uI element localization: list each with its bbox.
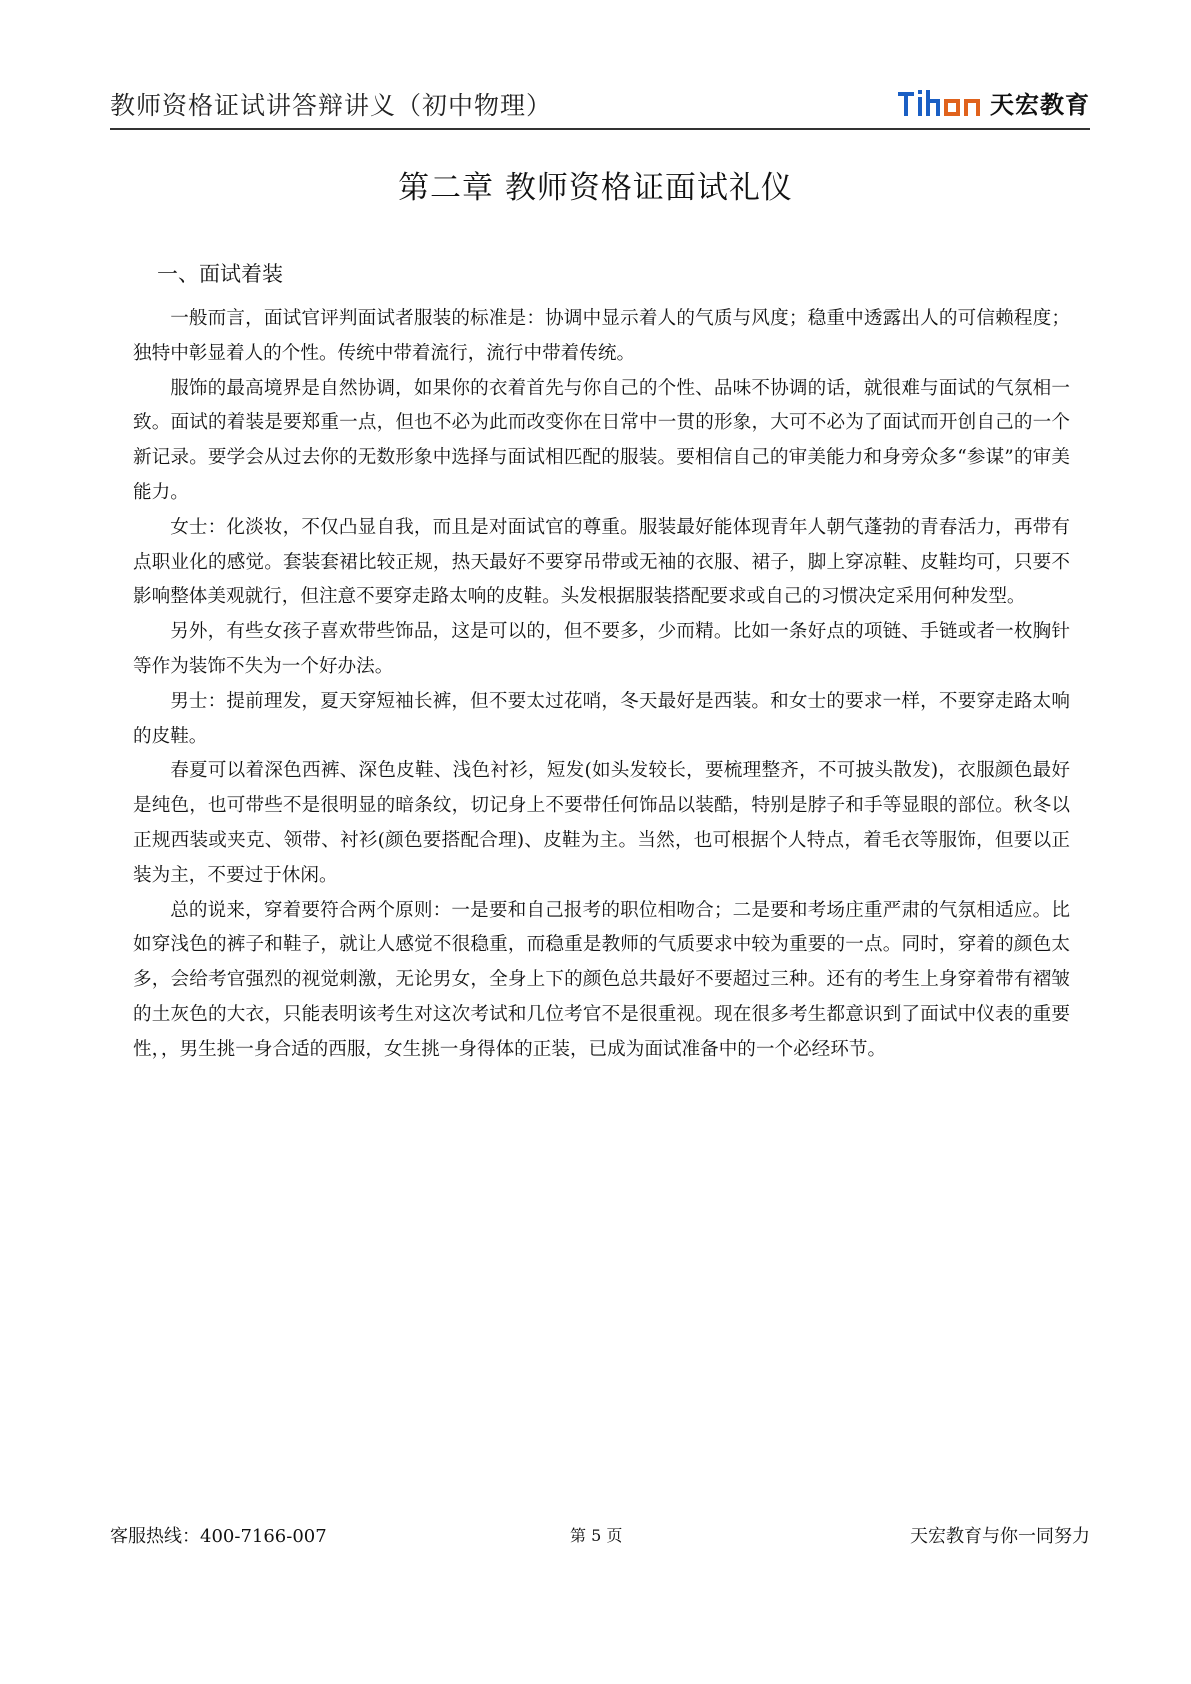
header-title: 教师资格证试讲答辩讲义（初中物理） — [110, 91, 553, 120]
paragraph: 另外，有些女孩子喜欢带些饰品，这是可以的，但不要多，少而精。比如一条好点的项链、手链或者一枚胸针等作为装饰不失为一个好办法。 — [133, 621, 1070, 677]
paragraph: 服饰的最高境界是自然协调，如果你的衣着首先与你自己的个性、品味不协调的话，就很难与面试的气氛相一致。面试的着装是要郑重一点，但也不必为此而改变你在日常中一贯的形象，大可不必为了面试而开创自己的一个新记录。要学会从过去你的无数形象中选择与面试相匹配的服装。要相信自己的审美能力和身旁众多“参谋”的审美能力。 — [133, 377, 1070, 503]
body-text — [133, 302, 1070, 1068]
page-footer — [110, 1522, 1090, 1552]
paragraph: 总的说来，穿着要符合两个原则：一是要和自己报考的职位相吻合；二是要和考场庄重严肃的气氛相适应。比如穿浅色的裤子和鞋子，就让人感觉不很稳重，而稳重是教师的气质要求中较为重要的一点。同时，穿着的颜色太多，会给考官强烈的视觉刺激，无论男女，全身上下的颜色总共最好不要超过三种。还有的考生上身穿着带有褶皱的土灰色的大衣，只能表明该考生对这次考试和几位考官不是很重视。现在很多考生都意识到了面试中仪表的重要性，，男生挑一身合适的西服，女生挑一身得体的正装，已成为面试准备中的一个必经环节。 — [133, 899, 1070, 1060]
customer-hotline: 客服热线：400-7166-007 — [110, 1526, 327, 1547]
paragraph: 女士：化淡妆，不仅凸显自我，而且是对面试官的尊重。服装最好能体现青年人朝气蓬勃的青春活力，再带有点职业化的感觉。套装套裙比较正规，热天最好不要穿吊带或无袖的衣服、裙子，脚上穿凉鞋、皮鞋均可，只要不影响整体美观就行，但注意不要穿走路太响的皮鞋。头发根据服装搭配要求或自己的习惯决定采用何种发型。 — [133, 516, 1070, 608]
section-heading: 一、面试着装 — [157, 262, 283, 286]
brand-name: 天宏教育 — [990, 90, 1090, 119]
brand-logo — [898, 82, 1090, 122]
paragraph: 一般而言，面试官评判面试者服装的标准是：协调中显示着人的气质与风度；稳重中透露出人的可信赖程度；独特中彰显着人的个性。传统中带着流行，流行中带着传统。 — [133, 308, 1070, 364]
paragraph: 男士：提前理发，夏天穿短袖长裤，但不要太过花哨，冬天最好是西装。和女士的要求一样，不要穿走路太响的皮鞋。 — [133, 690, 1070, 747]
page-number: 第 5 页 — [570, 1526, 623, 1545]
header-divider — [110, 128, 1090, 130]
page-header — [110, 78, 1090, 130]
tihon-logo-icon — [898, 86, 986, 118]
footer-slogan: 天宏教育与你一同努力 — [910, 1526, 1090, 1547]
chapter-title: 第二章 教师资格证面试礼仪 — [398, 170, 793, 206]
paragraph: 春夏可以着深色西裤、深色皮鞋、浅色衬衫，短发(如头发较长，要梳理整齐，不可披头散发)，衣服颜色最好是纯色，也可带些不是很明显的暗条纹，切记身上不要带任何饰品以装酷，特别是脖子和手等显眼的部位。秋冬以正规西装或夹克、领带、衬衫(颜色要搭配合理)、皮鞋为主。当然，也可根据个人特点，着毛衣等服饰，但要以正装为主，不要过于休闲。 — [133, 760, 1070, 886]
